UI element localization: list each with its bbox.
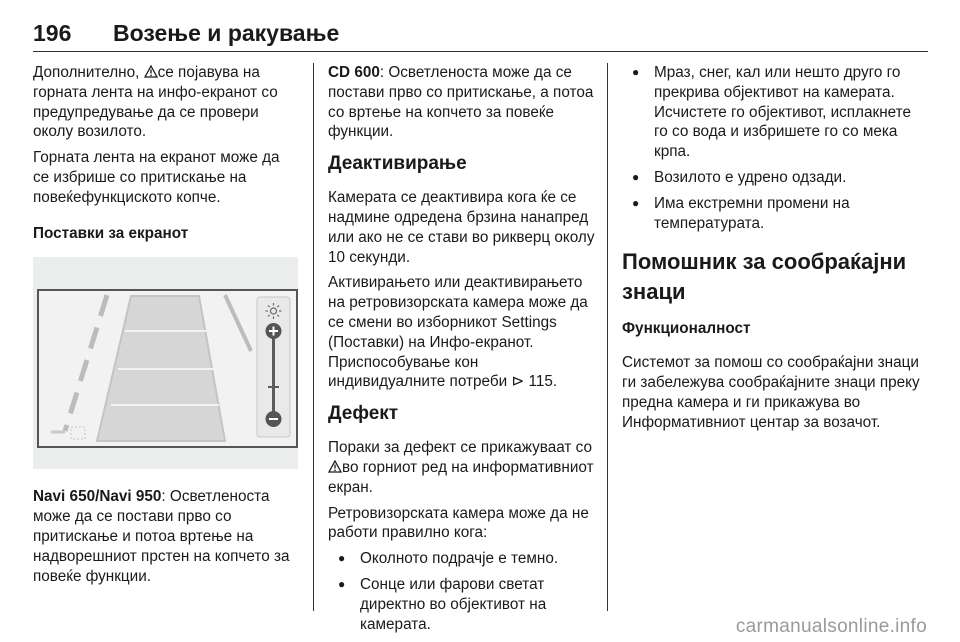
paragraph: Камерата се деактивира кога ќе се надмине одредена брзина нанапред или ако не се стави во рикверц околу 10 секунди. xyxy=(328,189,595,266)
heading-fault: Дефект xyxy=(328,403,399,425)
header-divider xyxy=(33,51,928,52)
list-item: ● Сонце или фарови светат директно во објективот на камерата. xyxy=(328,575,596,634)
model-label: Navi 650/Navi 950 xyxy=(33,488,162,506)
column-1 xyxy=(33,63,298,592)
list-item: ● Има екстремни промени на температурата. xyxy=(622,194,922,234)
column-3 xyxy=(622,63,922,438)
text-span: : Осветленоста може да се постави прво со притискање, а потоа со вртење на копчето за повеќе функции. xyxy=(328,64,594,141)
paragraph xyxy=(328,438,596,497)
parking-guidelines-graphic xyxy=(39,291,296,446)
list-item: ● Возилото е удрено одзади. xyxy=(622,168,922,188)
page-reference-link[interactable]: 115. xyxy=(528,373,558,391)
paragraph: Ретровизорската камера може да не работи правилно кога: xyxy=(328,504,589,542)
watermark: carmanualsonline.info xyxy=(735,616,927,637)
column-2 xyxy=(328,63,596,640)
model-label: CD 600 xyxy=(328,64,380,81)
paragraph xyxy=(328,63,596,142)
text-span: се појавува на горната лента на инфо-екранот со предупредување да се провери околу возилото. xyxy=(33,64,278,141)
paragraph xyxy=(33,487,298,586)
text-span: Активирањето или деактивирањето на ретровизорската камера може да се смени во изборникот Settings (Поставки) на Инфо-екранот. Приспособување кон индивидуалните потреби xyxy=(328,274,588,391)
camera-display xyxy=(37,289,298,448)
text-span: : Осветленоста може да се постави прво со притискање и потоа вртење на надворешниот прстен на копчето за повеќе функции. xyxy=(33,488,290,585)
heading-traffic-sign-assistant: Помошник за сообраќајни знаци xyxy=(622,249,907,305)
heading-deactivation: Деактивирање xyxy=(328,153,467,175)
paragraph: Горната лента на екранот може да се избрише со притискање на повеќефункциското копче. xyxy=(33,149,280,206)
column-divider xyxy=(313,63,314,611)
paragraph xyxy=(328,273,596,392)
list-item: ● Мраз, снег, кал или нешто друго го прекрива објективот на камерата. Исчистете го објективот, исплакнете го со вода и избришете го со мека крпа. xyxy=(622,63,922,162)
list-item: ● Околното подрачје е темно. xyxy=(328,549,596,569)
warning-triangle-icon xyxy=(144,65,158,78)
camera-screen-illustration xyxy=(33,257,298,469)
text-span: во горниот ред на информативниот екран. xyxy=(328,458,594,496)
bullet-list xyxy=(622,63,922,233)
column-divider xyxy=(607,63,608,611)
paragraph xyxy=(33,63,298,142)
page-number: 196 xyxy=(33,20,72,46)
text-span: Дополнително, xyxy=(33,64,144,81)
page-header xyxy=(0,0,960,50)
subheading-screen-settings: Поставки за екранот xyxy=(33,224,189,242)
paragraph: Системот за помош со сообраќајни знаци ги забележува сообраќајните знаци преку предна камера и ги прикажува во Информативниот центар за возачот. xyxy=(622,354,920,431)
text-span: Пораки за дефект се прикажуваат со xyxy=(328,439,592,457)
subheading-functionality: Функционалност xyxy=(622,320,751,338)
warning-triangle-icon xyxy=(328,460,342,473)
bullet-list xyxy=(328,549,596,634)
page-reference-arrow-icon: ⊳ xyxy=(511,373,525,391)
section-title: Возење и ракување xyxy=(113,20,340,46)
